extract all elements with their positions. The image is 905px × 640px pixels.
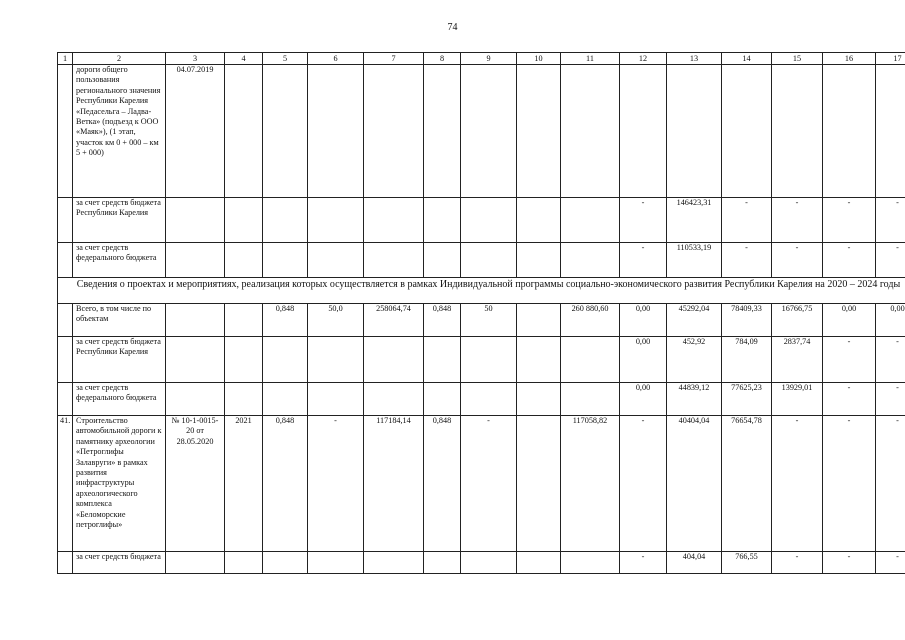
table-row xyxy=(58,416,905,552)
table-cell: - xyxy=(823,416,876,552)
table-cell: - xyxy=(876,337,905,383)
table-cell: - xyxy=(823,198,876,243)
table-cell xyxy=(772,65,823,198)
table-cell xyxy=(225,65,263,198)
table-cell: 45292,04 xyxy=(667,304,722,337)
table-cell: 117184,14 xyxy=(364,416,424,552)
table-cell xyxy=(308,198,364,243)
column-header: 3 xyxy=(166,53,225,65)
column-header: 12 xyxy=(620,53,667,65)
table-cell xyxy=(58,383,73,416)
section-title: Сведения о проектах и мероприятиях, реализация которых осуществляется в рамках Индивидуальной программы социально-экономического развития Республики Карелия на 2020 – 2024 годы xyxy=(58,278,905,304)
table-cell xyxy=(517,198,561,243)
table-cell: 452,92 xyxy=(667,337,722,383)
table-cell: - xyxy=(823,243,876,278)
table-cell xyxy=(263,243,308,278)
table-cell: - xyxy=(722,243,772,278)
table-cell: 77625,23 xyxy=(722,383,772,416)
table-cell: - xyxy=(620,552,667,574)
row-name-cell: дороги общего пользования регионального значения Республики Карелия «Педасельга – Ладва-Ветка» (подъезд к ООО «Маяк»), (1 этап, участок км 0 + 000 – км 5 + 000) xyxy=(73,65,166,198)
column-header: 16 xyxy=(823,53,876,65)
table-cell xyxy=(364,552,424,574)
table-cell: 0,848 xyxy=(263,304,308,337)
table-cell xyxy=(561,243,620,278)
table-cell xyxy=(225,198,263,243)
table-cell: 766,55 xyxy=(722,552,772,574)
table-cell: 41. xyxy=(58,416,73,552)
column-header: 4 xyxy=(225,53,263,65)
row-name-cell: Строительство автомобильной дороги к памятнику археологии «Петроглифы Залавруги» в рамках развития инфраструктуры археологического комплекса «Беломорские петроглифы» xyxy=(73,416,166,552)
table-cell: 117058,82 xyxy=(561,416,620,552)
table-cell xyxy=(263,383,308,416)
table-cell: 44839,12 xyxy=(667,383,722,416)
table-cell xyxy=(364,65,424,198)
table-cell xyxy=(166,243,225,278)
table-cell xyxy=(517,243,561,278)
table-cell xyxy=(225,304,263,337)
table-cell xyxy=(461,383,517,416)
table-cell xyxy=(166,198,225,243)
table-cell xyxy=(308,65,364,198)
column-header: 9 xyxy=(461,53,517,65)
column-header: 11 xyxy=(561,53,620,65)
table-cell: 0,00 xyxy=(620,304,667,337)
table-cell xyxy=(722,65,772,198)
table-cell xyxy=(620,65,667,198)
table-cell: 04.07.2019 xyxy=(166,65,225,198)
table-cell: 16766,75 xyxy=(772,304,823,337)
column-header: 1 xyxy=(58,53,73,65)
table-cell: 0,848 xyxy=(424,416,461,552)
table-cell xyxy=(424,243,461,278)
row-name-cell: за счет средств бюджета Республики Карелия xyxy=(73,198,166,243)
table-cell: 258064,74 xyxy=(364,304,424,337)
table-cell: - xyxy=(461,416,517,552)
table-cell xyxy=(58,304,73,337)
table-cell: - xyxy=(823,337,876,383)
table-cell: 0,00 xyxy=(620,383,667,416)
table-cell xyxy=(364,198,424,243)
table-cell xyxy=(308,243,364,278)
table-cell: 0,848 xyxy=(263,416,308,552)
table-cell: - xyxy=(308,416,364,552)
table-cell: - xyxy=(823,383,876,416)
table-cell xyxy=(517,304,561,337)
table-cell: 50 xyxy=(461,304,517,337)
table-cell: 40404,04 xyxy=(667,416,722,552)
table-cell: - xyxy=(823,552,876,574)
table-cell xyxy=(424,198,461,243)
table-cell: - xyxy=(620,198,667,243)
table-cell xyxy=(225,337,263,383)
table-cell xyxy=(424,65,461,198)
table-cell: 0,00 xyxy=(876,304,905,337)
table-cell xyxy=(166,304,225,337)
table-cell xyxy=(517,383,561,416)
table-cell: - xyxy=(772,243,823,278)
table-cell xyxy=(58,337,73,383)
table-cell xyxy=(517,65,561,198)
column-header: 13 xyxy=(667,53,722,65)
table-cell: 2837,74 xyxy=(772,337,823,383)
page-number: 74 xyxy=(447,22,458,33)
table-cell xyxy=(461,198,517,243)
header-row xyxy=(58,53,905,65)
table-cell: - xyxy=(876,383,905,416)
table-cell: - xyxy=(876,552,905,574)
table-cell: 2021 xyxy=(225,416,263,552)
table-row xyxy=(58,304,905,337)
column-header: 15 xyxy=(772,53,823,65)
table-cell xyxy=(517,416,561,552)
table-row xyxy=(58,383,905,416)
table-cell: 0,00 xyxy=(823,304,876,337)
table-cell xyxy=(667,65,722,198)
table-cell: - xyxy=(620,416,667,552)
row-name-cell: за счет средств федерального бюджета xyxy=(73,243,166,278)
column-header: 14 xyxy=(722,53,772,65)
table-cell: 0,00 xyxy=(620,337,667,383)
table-cell xyxy=(263,552,308,574)
table-cell xyxy=(166,383,225,416)
table-cell xyxy=(561,337,620,383)
table-cell xyxy=(517,337,561,383)
table-cell: 784,09 xyxy=(722,337,772,383)
data-table xyxy=(57,52,905,574)
table-row xyxy=(58,243,905,278)
table-cell xyxy=(424,383,461,416)
table-cell: - xyxy=(876,198,905,243)
table-cell xyxy=(364,243,424,278)
table-row xyxy=(58,198,905,243)
row-name-cell: Всего, в том числе по объектам xyxy=(73,304,166,337)
table-cell xyxy=(561,198,620,243)
table-cell xyxy=(561,383,620,416)
table-cell xyxy=(461,337,517,383)
table-cell: - xyxy=(620,243,667,278)
table-cell xyxy=(424,337,461,383)
section-row xyxy=(58,278,905,304)
table-cell: 13929,01 xyxy=(772,383,823,416)
table-cell: 404,04 xyxy=(667,552,722,574)
column-header: 2 xyxy=(73,53,166,65)
column-header: 10 xyxy=(517,53,561,65)
table-cell: - xyxy=(772,552,823,574)
table-cell: - xyxy=(722,198,772,243)
table-cell: 50,0 xyxy=(308,304,364,337)
table-cell xyxy=(561,65,620,198)
table-cell xyxy=(263,65,308,198)
table-cell xyxy=(166,337,225,383)
column-header: 5 xyxy=(263,53,308,65)
table-cell: - xyxy=(876,243,905,278)
table-row xyxy=(58,337,905,383)
column-header: 8 xyxy=(424,53,461,65)
table-cell xyxy=(166,552,225,574)
column-header: 17 xyxy=(876,53,905,65)
table-cell xyxy=(461,65,517,198)
table-cell xyxy=(225,243,263,278)
table-cell xyxy=(461,243,517,278)
table-cell: - xyxy=(772,416,823,552)
table-cell xyxy=(364,337,424,383)
column-header: 6 xyxy=(308,53,364,65)
table-cell: 146423,31 xyxy=(667,198,722,243)
table-cell xyxy=(58,65,73,198)
table-row xyxy=(58,552,905,574)
table-cell: 110533,19 xyxy=(667,243,722,278)
column-header: 7 xyxy=(364,53,424,65)
table-cell xyxy=(517,552,561,574)
row-name-cell: за счет средств бюджета xyxy=(73,552,166,574)
table-cell xyxy=(225,552,263,574)
table-cell xyxy=(58,198,73,243)
table-cell xyxy=(424,552,461,574)
table-cell: 0,848 xyxy=(424,304,461,337)
table-cell xyxy=(823,65,876,198)
table-row xyxy=(58,65,905,198)
table-cell xyxy=(263,198,308,243)
table-cell: № 10-1-0015-20 от 28.05.2020 xyxy=(166,416,225,552)
table-cell: - xyxy=(876,416,905,552)
table-cell xyxy=(308,383,364,416)
table-cell xyxy=(225,383,263,416)
table-cell xyxy=(58,243,73,278)
table-cell: - xyxy=(772,198,823,243)
table-cell xyxy=(308,337,364,383)
table-cell xyxy=(58,552,73,574)
row-name-cell: за счет средств бюджета Республики Карелия xyxy=(73,337,166,383)
table-cell xyxy=(561,552,620,574)
table-cell: 76654,78 xyxy=(722,416,772,552)
row-name-cell: за счет средств федерального бюджета xyxy=(73,383,166,416)
table-cell: 260 880,60 xyxy=(561,304,620,337)
table-cell xyxy=(364,383,424,416)
table-cell xyxy=(263,337,308,383)
table-cell xyxy=(461,552,517,574)
table-cell xyxy=(308,552,364,574)
table-cell xyxy=(876,65,905,198)
table-cell: 78409,33 xyxy=(722,304,772,337)
